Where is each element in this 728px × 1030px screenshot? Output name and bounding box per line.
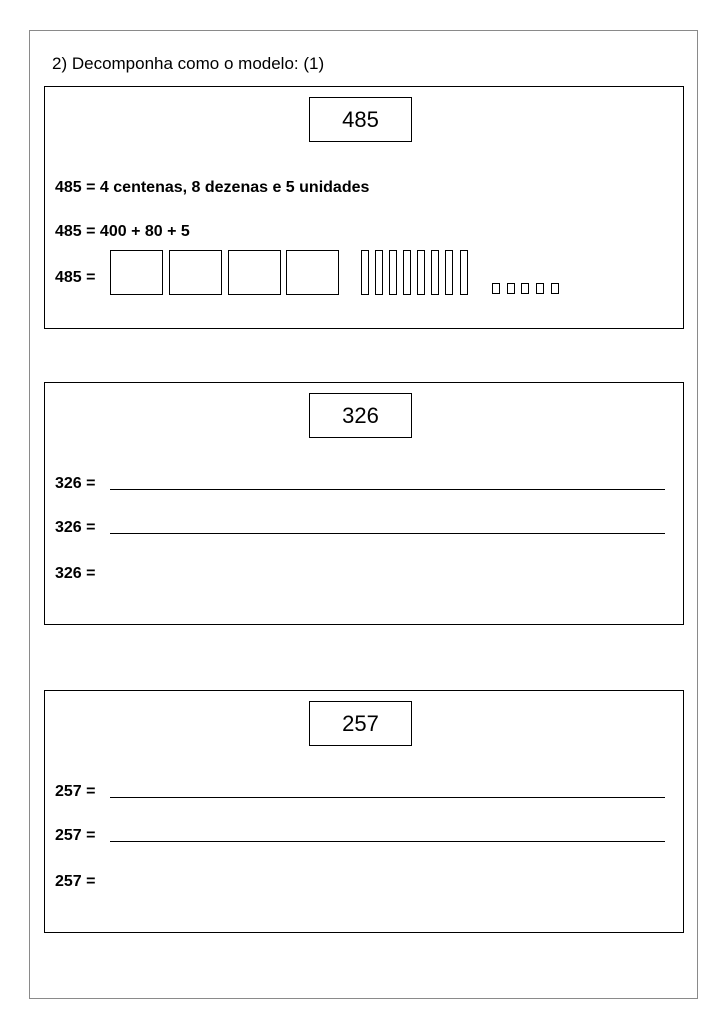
unit-cube xyxy=(551,283,559,294)
exercise-257-answer-line-1[interactable] xyxy=(110,797,665,798)
exercise-257-line-1: 257 = xyxy=(55,783,96,800)
ten-rod xyxy=(403,250,411,295)
exercise-257-line-2: 257 = xyxy=(55,827,96,844)
ten-rod xyxy=(460,250,468,295)
example-line-centenas: 485 = 4 centenas, 8 dezenas e 5 unidades xyxy=(55,179,370,196)
exercise-326-answer-line-2[interactable] xyxy=(110,533,665,534)
example-line-sum: 485 = 400 + 80 + 5 xyxy=(55,223,190,240)
exercise-326-line-3: 326 = xyxy=(55,565,96,582)
hundred-block xyxy=(110,250,163,295)
hundred-block xyxy=(228,250,281,295)
ten-rod xyxy=(445,250,453,295)
exercise-257-line-3: 257 = xyxy=(55,873,96,890)
exercise-257-answer-line-2[interactable] xyxy=(110,841,665,842)
instruction-text: 2) Decomponha como o modelo: (1) xyxy=(52,54,325,73)
unit-cube xyxy=(521,283,529,294)
example-section xyxy=(44,86,684,329)
ten-rod xyxy=(431,250,439,295)
exercise-257-section xyxy=(44,690,684,933)
example-number-box: 485 xyxy=(309,97,412,142)
ten-rod xyxy=(375,250,383,295)
hundred-block xyxy=(169,250,222,295)
unit-cube xyxy=(536,283,544,294)
exercise-326-line-1: 326 = xyxy=(55,475,96,492)
exercise-326-section xyxy=(44,382,684,625)
exercise-257-number-box: 257 xyxy=(309,701,412,746)
exercise-326-answer-line-1[interactable] xyxy=(110,489,665,490)
example-line-blocks-label: 485 = xyxy=(55,269,96,286)
hundred-block xyxy=(286,250,339,295)
ten-rod xyxy=(417,250,425,295)
ten-rod xyxy=(389,250,397,295)
unit-cube xyxy=(507,283,515,294)
unit-cube xyxy=(492,283,500,294)
exercise-326-number-box: 326 xyxy=(309,393,412,438)
exercise-326-line-2: 326 = xyxy=(55,519,96,536)
ten-rod xyxy=(361,250,369,295)
